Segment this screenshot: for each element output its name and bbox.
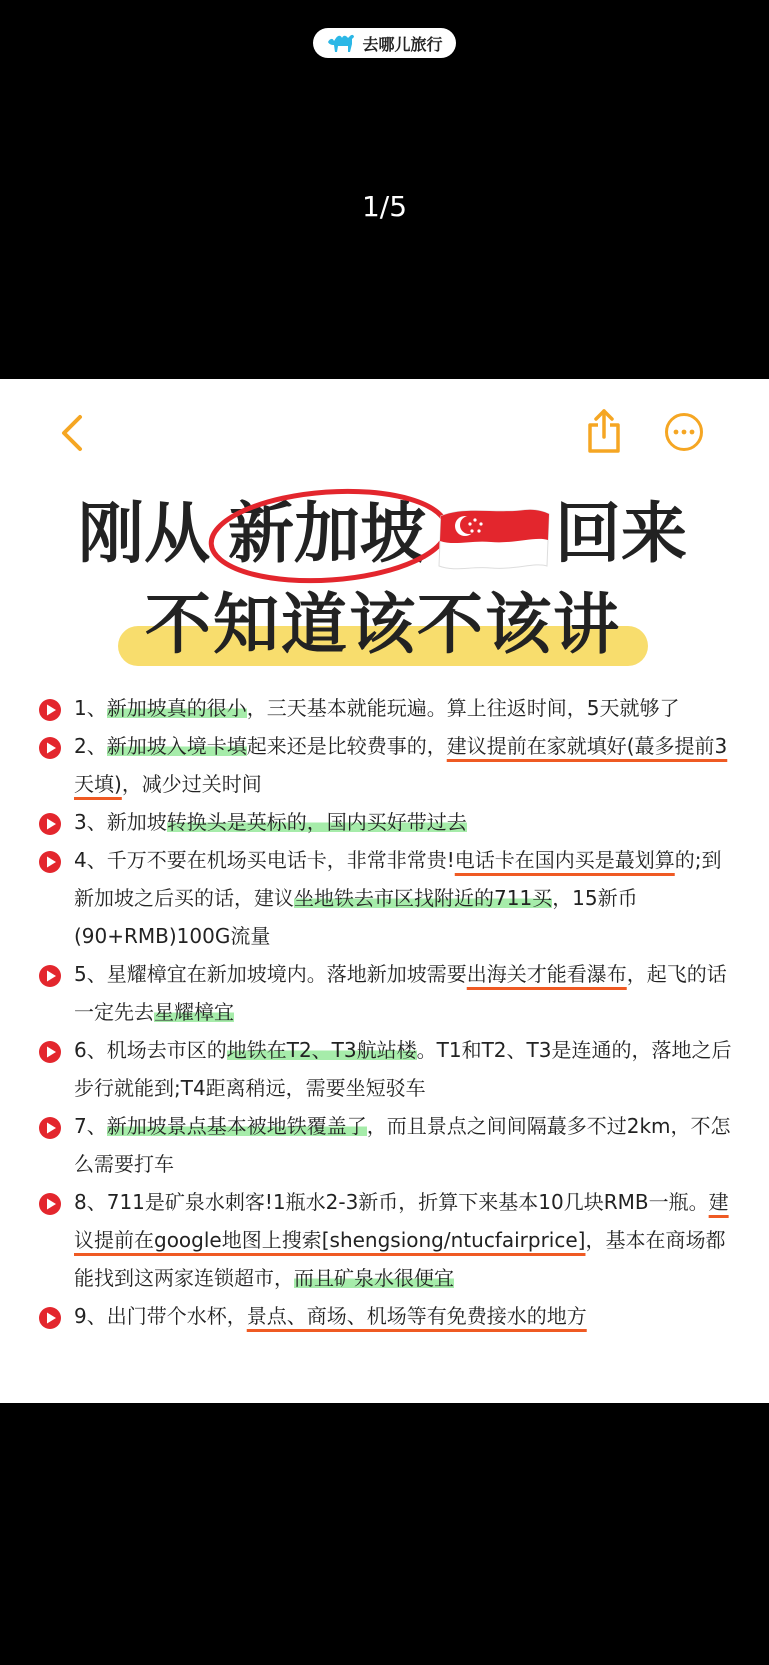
- share-icon[interactable]: [586, 407, 622, 455]
- tip-text: ，基本在商场都能找到这两家连锁超市，: [74, 1228, 726, 1290]
- tips-list: [38, 689, 738, 1335]
- camel-icon: [326, 32, 356, 54]
- green-highlight-text: 星耀樟宜: [154, 1000, 234, 1024]
- tip-text: 起来还是比较费事的，: [246, 734, 447, 758]
- brand-pill: [313, 28, 456, 58]
- green-highlight-text: 转换头是英标的，国内买好带过去: [166, 810, 467, 834]
- tip-item: [38, 955, 738, 1031]
- green-highlight-text: 地铁在T2、T3航站楼: [226, 1038, 417, 1062]
- tip-text: 8、711是矿泉水刺客!1瓶水2-3新币，折算下来基本10几块RMB一瓶。: [74, 1190, 709, 1214]
- subtitle-text: 不知道该不该讲: [145, 586, 621, 663]
- orange-underlined-text: 建议提前在家就填好(蕞多提前3天填): [74, 734, 728, 796]
- play-bullet-icon: [38, 810, 62, 834]
- red-ellipse-mark: [205, 486, 457, 586]
- play-bullet-icon: [38, 1304, 62, 1328]
- green-highlight-text: 新加坡真的很小: [106, 696, 247, 720]
- subtitle: [118, 584, 648, 666]
- tip-text: 2、: [74, 734, 107, 758]
- tip-item: [38, 1297, 738, 1335]
- play-bullet-icon: [38, 848, 62, 872]
- play-bullet-icon: [38, 1038, 62, 1062]
- chevron-left-icon[interactable]: [54, 411, 90, 455]
- more-icon[interactable]: [664, 412, 704, 452]
- tip-item: [38, 1031, 738, 1107]
- green-highlight-text: 新加坡景点基本被地铁覆盖了: [106, 1114, 367, 1138]
- headline-part2: 回来: [555, 495, 687, 572]
- tip-text: ，15新币(90+RMB)100G流量: [74, 886, 638, 948]
- tip-item: [38, 689, 738, 727]
- brand-name: 去哪儿旅行: [362, 34, 443, 54]
- tip-text: 。T1和T2、T3是连通的，落地之后步行就能到;T4距离稍远，需要坐短驳车: [74, 1038, 732, 1100]
- tip-item: [38, 841, 738, 955]
- orange-underlined-text: 景点、商场、机场等有免费接水的地方: [246, 1304, 587, 1328]
- tip-item: [38, 1183, 738, 1297]
- tip-text: ，减少过关时间: [121, 772, 262, 796]
- tip-text: 3、新加坡: [74, 810, 167, 834]
- tip-text: 7、: [74, 1114, 107, 1138]
- tip-item: [38, 1107, 738, 1183]
- green-highlight-text: 坐地铁去市区找附近的711买: [294, 886, 553, 910]
- headline-highlight: 新加坡: [228, 495, 426, 572]
- headline-part1: 刚从: [78, 495, 210, 572]
- green-highlight-text: 新加坡入境卡填: [106, 734, 247, 758]
- play-bullet-icon: [38, 696, 62, 720]
- orange-underlined-text: 建议提前在google地图上搜索[shengsiong/ntucfairprice]: [74, 1190, 729, 1252]
- play-bullet-icon: [38, 734, 62, 758]
- tip-text: 9、出门带个水杯，: [74, 1304, 247, 1328]
- play-bullet-icon: [38, 1190, 62, 1214]
- tip-text: 的;到新加坡之后买的话，建议: [74, 848, 722, 910]
- singapore-flag-icon: [435, 506, 553, 576]
- tip-text: ，起飞的话一定先去: [74, 962, 727, 1024]
- orange-underlined-text: 出海关才能看瀑布: [466, 962, 627, 986]
- tip-text: 6、机场去市区的: [74, 1038, 227, 1062]
- tip-text: 1、: [74, 696, 107, 720]
- play-bullet-icon: [38, 1114, 62, 1138]
- tip-text: ，三天基本就能玩遍。算上往返时间，5天就够了: [246, 696, 680, 720]
- note-image-card: [0, 379, 769, 1403]
- headline: [0, 494, 769, 574]
- tip-text: ，而且景点之间间隔蕞多不过2km，不怎么需要打车: [74, 1114, 731, 1176]
- tip-text: 5、星耀樟宜在新加坡境内。落地新加坡需要: [74, 962, 467, 986]
- tip-text: 4、千万不要在机场买电话卡，非常非常贵!: [74, 848, 455, 872]
- image-counter: 1/5: [361, 190, 408, 223]
- play-bullet-icon: [38, 962, 62, 986]
- orange-underlined-text: 电话卡在国内买是蕞划算: [454, 848, 675, 872]
- green-highlight-text: 而且矿泉水很便宜: [294, 1266, 454, 1290]
- tip-item: [38, 727, 738, 803]
- tip-item: [38, 803, 738, 841]
